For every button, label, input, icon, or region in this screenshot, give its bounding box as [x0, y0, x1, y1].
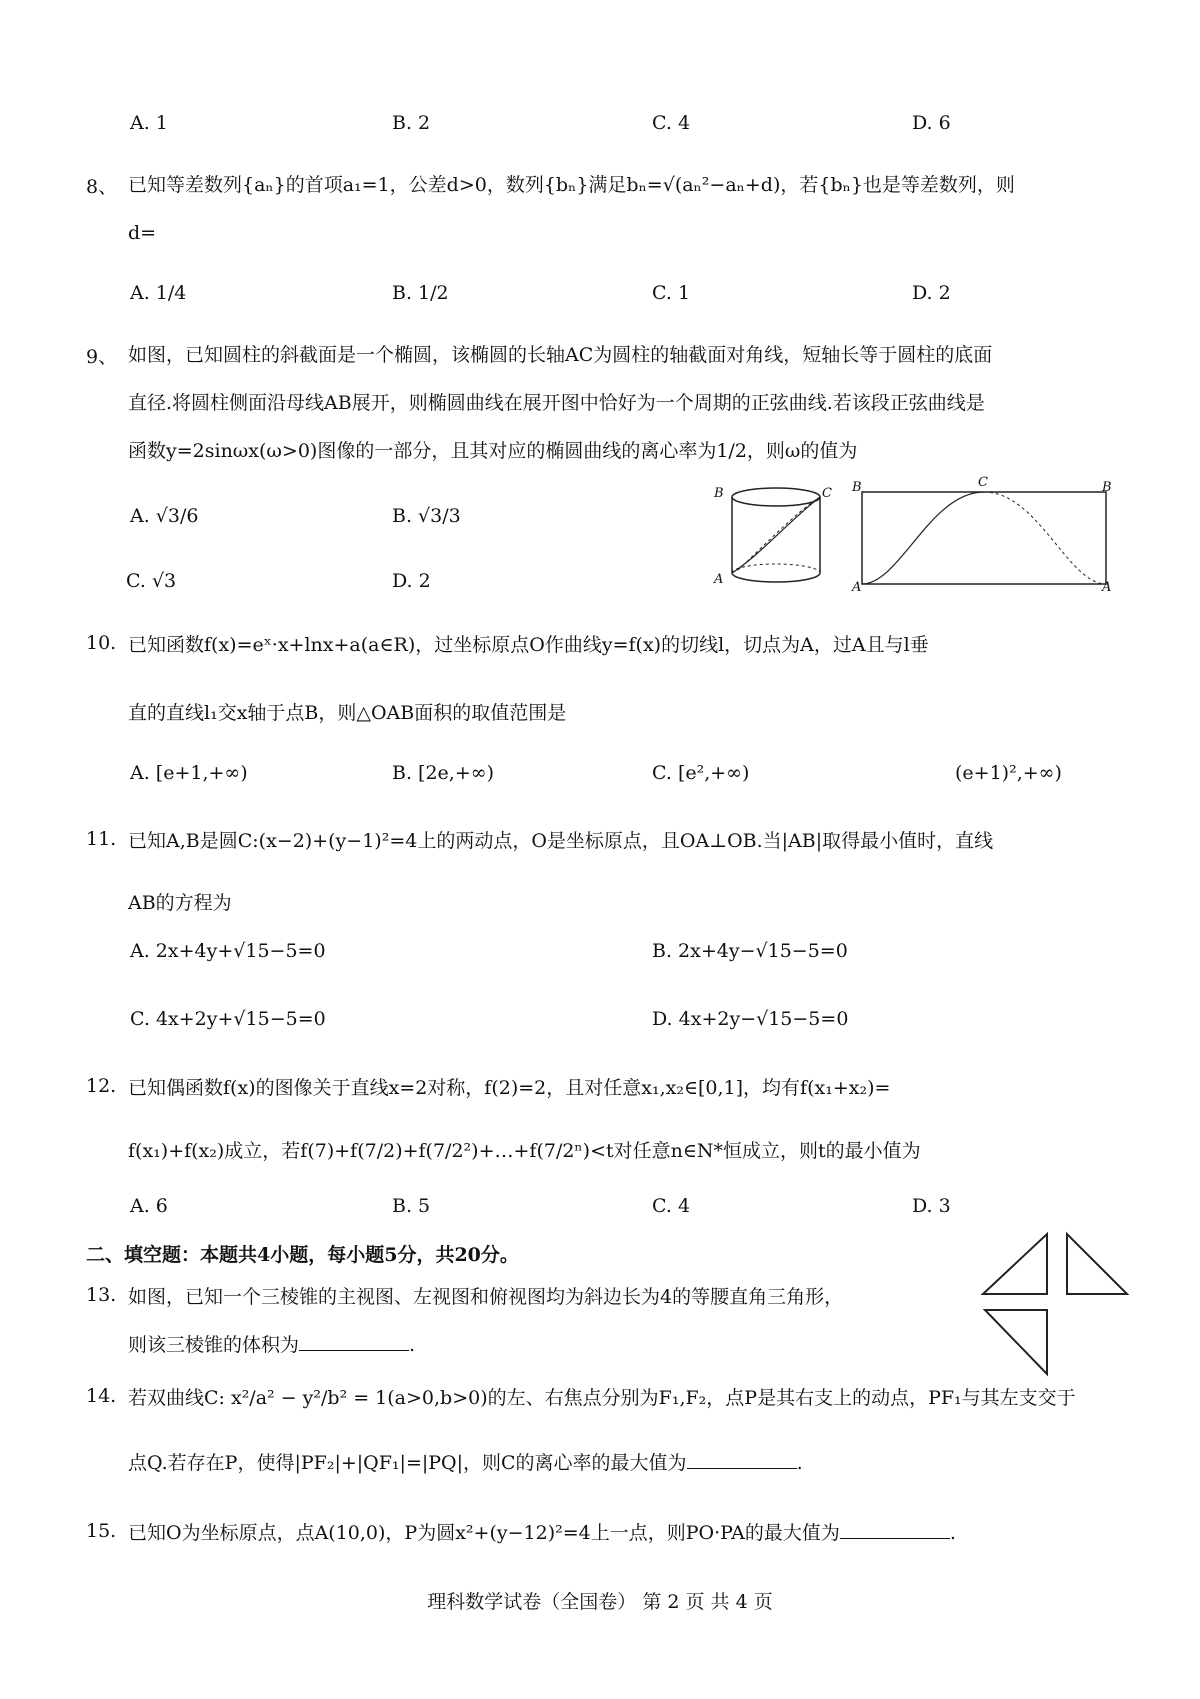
q13-prompt: 则该三棱锥的体积为	[128, 1334, 300, 1356]
q14-text-line1: 若双曲线C: x²/a² − y²/b² = 1(a>0,b>0)的左、右焦点分别为F₁,F₂，点P是其右支上的动点，PF₁与其左支交于	[128, 1387, 1076, 1409]
q11-text-line1: 已知A,B是圆C:(x−2)+(y−1)²=4上的两动点，O是坐标原点，且OA⊥OB.当|AB|取得最小值时，直线	[128, 830, 994, 852]
q12-option-a: A. 6	[130, 1195, 168, 1217]
q10-text-line1: 已知函数f(x)=eˣ·x+lnx+a(a∈R)，过坐标原点O作曲线y=f(x)的切线l，切点为A，过A且与l垂	[128, 634, 929, 656]
q11-text-line2: AB的方程为	[128, 892, 232, 914]
q8-number: 8、	[86, 176, 118, 198]
q10-option-c: C. [e²,+∞)	[652, 762, 750, 784]
cyl-label-b: B	[714, 486, 724, 501]
section-heading-fill-in: 二、填空题：本题共4小题，每小题5分，共20分。	[86, 1244, 519, 1266]
rect-label-a-left: A	[852, 580, 862, 595]
q10-option-b: B. [2e,+∞)	[392, 762, 494, 784]
q10-number: 10.	[86, 632, 117, 654]
q8-option-d: D. 2	[912, 282, 951, 304]
q12-option-d: D. 3	[912, 1195, 951, 1217]
q8-option-b: B. 1/2	[392, 282, 449, 304]
q10-option-a: A. [e+1,+∞)	[130, 762, 248, 784]
cyl-label-a: A	[714, 572, 724, 587]
q11-option-a: A. 2x+4y+√15−5=0	[130, 940, 326, 962]
q11-option-d: D. 4x+2y−√15−5=0	[652, 1008, 849, 1030]
q15-number: 15.	[86, 1520, 117, 1542]
cylinder-figure	[720, 485, 835, 590]
rect-label-c: C	[978, 475, 988, 490]
unrolled-figure	[860, 490, 1110, 590]
page-footer: 理科数学试卷（全国卷） 第 2 页 共 4 页	[427, 1591, 773, 1613]
q12-text-line1: 已知偶函数f(x)的图像关于直线x=2对称，f(2)=2，且对任意x₁,x₂∈[0,1]，均有f(x₁+x₂)=	[128, 1077, 891, 1099]
q8-text-line2: d=	[128, 222, 157, 244]
q12-option-b: B. 5	[392, 1195, 431, 1217]
q9-text-line2: 直径.将圆柱侧面沿母线AB展开，则椭圆曲线在展开图中恰好为一个周期的正弦曲线.若该段正弦曲线是	[128, 392, 985, 414]
q12-text-line2: f(x₁)+f(x₂)成立，若f(7)+f(7/2)+f(7/2²)+…+f(7/2ⁿ)<t对任意n∈N*恒成立，则t的最小值为	[128, 1140, 921, 1162]
q7-option-a: A. 1	[130, 112, 168, 134]
q10-text-line2: 直的直线l₁交x轴于点B，则△OAB面积的取值范围是	[128, 702, 567, 724]
q11-option-c: C. 4x+2y+√15−5=0	[130, 1008, 326, 1030]
rect-label-a-right: A	[1102, 580, 1112, 595]
q13-text-line2	[128, 1332, 415, 1358]
q13-answer-blank[interactable]	[299, 1332, 409, 1351]
q9-text-line1: 如图，已知圆柱的斜截面是一个椭圆，该椭圆的长轴AC为圆柱的轴截面对角线，短轴长等于圆柱的底面	[128, 344, 993, 366]
q14-answer-blank[interactable]	[687, 1450, 797, 1469]
q13-period: .	[409, 1334, 416, 1356]
three-view-figure	[975, 1232, 1135, 1392]
rect-label-b-right: B	[1102, 480, 1112, 495]
q8-option-c: C. 1	[652, 282, 691, 304]
q14-period: .	[796, 1452, 803, 1474]
q11-number: 11.	[86, 828, 117, 850]
q9-option-a: A. √3/6	[130, 505, 199, 527]
q15-answer-blank[interactable]	[840, 1520, 950, 1539]
q7-option-c: C. 4	[652, 112, 691, 134]
q10-option-d: (e+1)²,+∞)	[955, 762, 1062, 784]
q13-number: 13.	[86, 1284, 117, 1306]
q9-number: 9、	[86, 346, 118, 368]
q15-text-line1	[128, 1520, 956, 1546]
q8-text-line1: 已知等差数列{aₙ}的首项a₁=1，公差d>0，数列{bₙ}满足bₙ=√(aₙ²−aₙ+d)，若{bₙ}也是等差数列，则	[128, 174, 1015, 196]
q9-option-d: D. 2	[392, 570, 431, 592]
cyl-label-c: C	[822, 486, 832, 501]
q15-period: .	[949, 1522, 956, 1544]
q11-option-b: B. 2x+4y−√15−5=0	[652, 940, 848, 962]
q7-option-b: B. 2	[392, 112, 431, 134]
q12-option-c: C. 4	[652, 1195, 691, 1217]
q7-option-d: D. 6	[912, 112, 951, 134]
q14-prompt: 点Q.若存在P，使得|PF₂|+|QF₁|=|PQ|，则C的离心率的最大值为	[128, 1452, 687, 1474]
rect-label-b-left: B	[852, 480, 862, 495]
q15-prompt: 已知O为坐标原点，点A(10,0)，P为圆x²+(y−12)²=4上一点，则PO·PA的最大值为	[128, 1522, 840, 1544]
q14-text-line2	[128, 1450, 803, 1476]
q13-text-line1: 如图，已知一个三棱锥的主视图、左视图和俯视图均为斜边长为4的等腰直角三角形，	[128, 1286, 844, 1308]
q12-number: 12.	[86, 1075, 117, 1097]
q8-option-a: A. 1/4	[130, 282, 187, 304]
q9-text-line3: 函数y=2sinωx(ω>0)图像的一部分，且其对应的椭圆曲线的离心率为1/2，则ω的值为	[128, 440, 858, 462]
q9-option-c: C. √3	[126, 570, 177, 592]
q9-option-b: B. √3/3	[392, 505, 461, 527]
q14-number: 14.	[86, 1385, 117, 1407]
